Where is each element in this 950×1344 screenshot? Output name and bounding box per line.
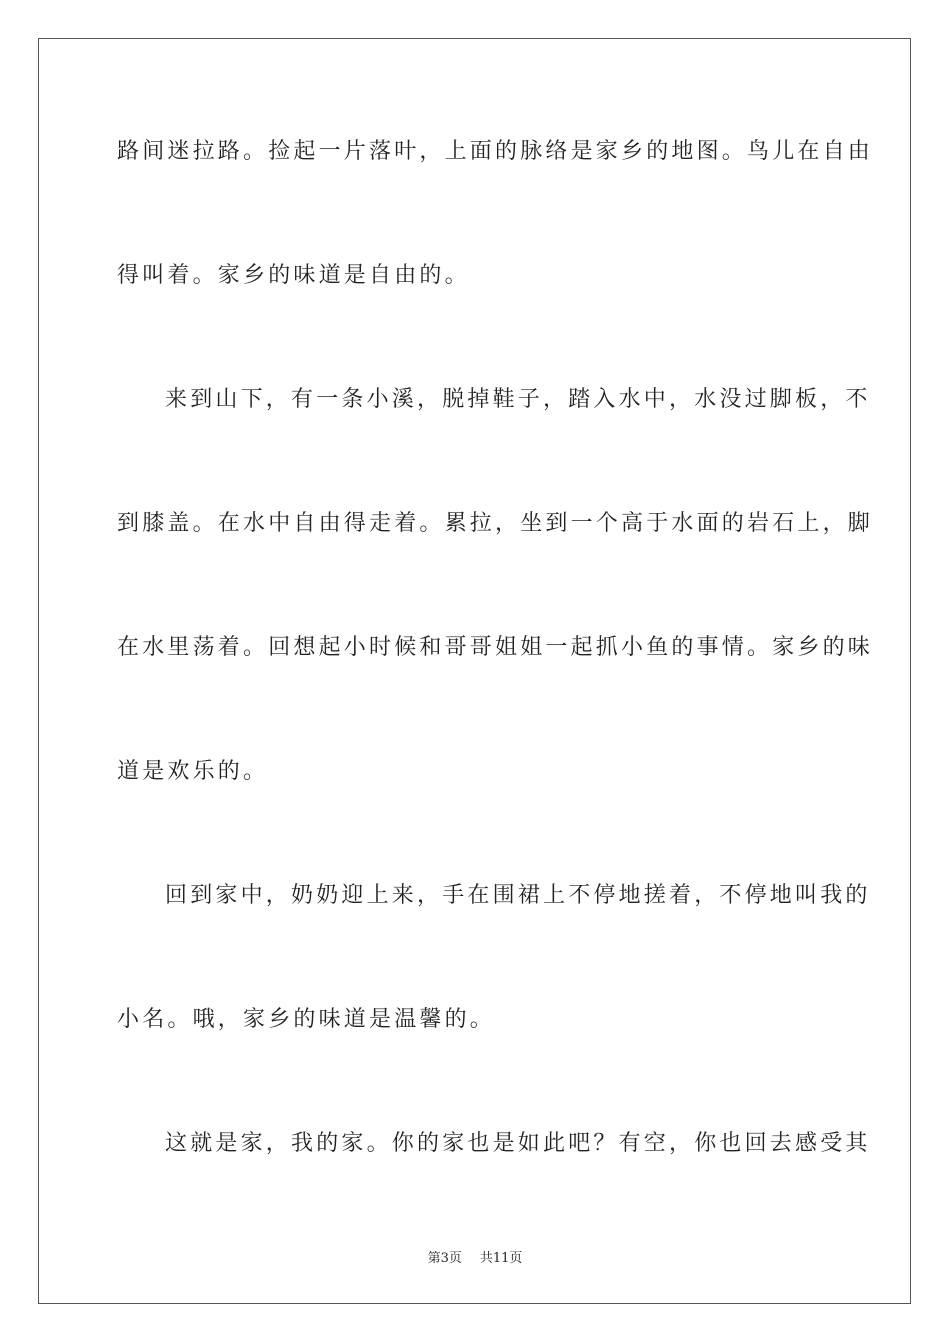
text-line-1: 路间迷拉路。捡起一片落叶，上面的脉络是家乡的地图。鸟儿在自由	[117, 139, 874, 164]
page-frame	[38, 38, 911, 1304]
text-line-7: 回到家中，奶奶迎上来，手在围裙上不停地搓着，不停地叫我的	[165, 883, 871, 908]
text-line-3: 来到山下，有一条小溪，脱掉鞋子，踏入水中，水没过脚板，不	[165, 387, 871, 412]
text-line-8: 小名。哦，家乡的味道是温馨的。	[117, 1007, 496, 1032]
total-pages: 共11页	[479, 1251, 523, 1266]
text-line-9: 这就是家，我的家。你的家也是如此吧？有空，你也回去感受其	[165, 1131, 871, 1156]
text-line-4: 到膝盖。在水中自由得走着。累拉，坐到一个高于水面的岩石上，脚	[117, 511, 874, 536]
page-number: 第3页	[427, 1251, 462, 1266]
page-footer	[0, 1247, 950, 1266]
text-line-5: 在水里荡着。回想起小时候和哥哥姐姐一起抓小鱼的事情。家乡的味	[117, 635, 874, 660]
text-line-2: 得叫着。家乡的味道是自由的。	[117, 263, 470, 288]
text-line-6: 道是欢乐的。	[117, 759, 269, 784]
